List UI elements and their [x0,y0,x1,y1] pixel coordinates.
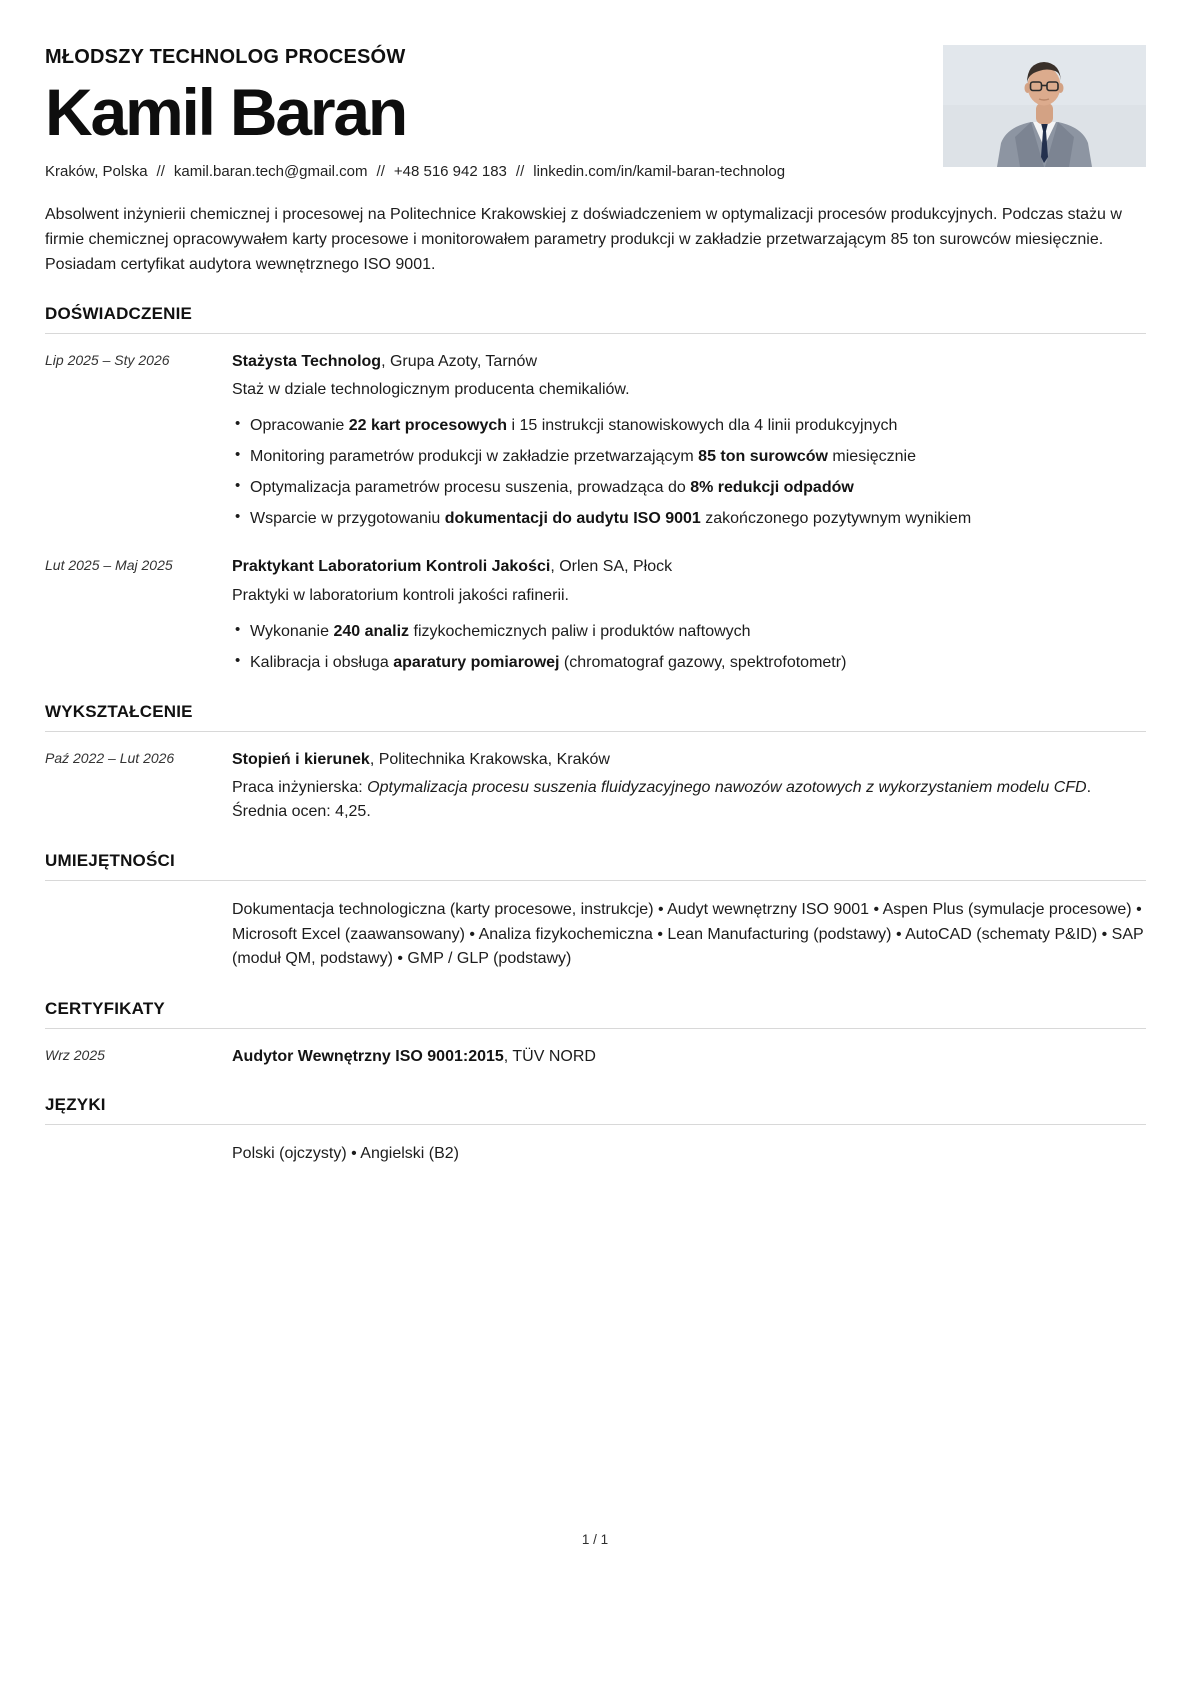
bullet-item: • Monitoring parametrów produkcji w zakładzie przetwarzającym 85 ton surowców miesięcznie [232,445,1146,469]
entry-role: Stażysta Technolog [232,353,382,371]
entry-title [232,350,1146,373]
experience-entry [45,555,1146,674]
section-experience [45,304,1146,674]
entry-role: Stopień i kierunek [232,750,370,768]
bullet-item: • Optymalizacja parametrów procesu suszenia, prowadząca do 8% redukcji odpadów [232,476,1146,500]
entry-body [232,555,1146,674]
section-title-skills: UMIEJĘTNOŚCI [45,851,1146,881]
education-entry [45,748,1146,824]
entry-title [232,1045,1146,1068]
section-title-languages: JĘZYKI [45,1095,1146,1125]
summary-paragraph: Absolwent inżynierii chemicznej i procesowej na Politechnice Krakowskiej z doświadczeniem w optymalizacji procesów produkcyjnych. Podczas stażu w firmie chemicznej opracowywałem karty procesowe i monitorowałem parametry produkcji w zakładzie przetwarzającym 85 ton surowców miesięcznie. Posiadam certyfikat audytora wewnętrznego ISO 9001. [45,206,1122,273]
contact-separator: // [376,163,385,181]
bullet-item: • Wykonanie 240 analiz fizykochemicznych paliw i produktów naftowych [232,620,1146,644]
contact-phone: +48 516 942 183 [393,163,507,181]
bullet-list [232,414,1146,531]
languages-row [45,1142,1146,1167]
entry-description: Praca inżynierska: Optymalizacja procesu suszenia fluidyzacyjnego nawozów azotowych z wykorzystaniem modelu CFD. Średnia ocen: 4,25. [232,778,1092,820]
section-title-education: WYKSZTAŁCENIE [45,702,1146,732]
section-education [45,702,1146,824]
entry-org: , Orlen SA, Płock [550,558,673,576]
skills-row [45,898,1146,972]
entry-title [232,555,1146,578]
section-title-certificates: CERTYFIKATY [45,999,1146,1029]
entry-date: Paź 2022 – Lut 2026 [45,749,175,766]
entry-org: , TÜV NORD [503,1048,596,1066]
section-skills [45,851,1146,972]
entry-date: Wrz 2025 [45,1047,105,1064]
profile-photo [943,45,1146,167]
person-name: Kamil Baran [45,75,406,149]
entry-description: Staż w dziale technologicznym producenta chemikaliów. [232,381,630,399]
languages-text: Polski (ojczysty) • Angielski (B2) [232,1145,459,1163]
contact-linkedin: linkedin.com/in/kamil-baran-technolog [533,163,786,181]
page-number: 1 / 1 [581,1532,609,1547]
section-languages [45,1095,1146,1167]
entry-role: Audytor Wewnętrzny ISO 9001:2015 [232,1048,504,1066]
bullet-item: • Wsparcie w przygotowaniu dokumentacji do audytu ISO 9001 zakończonego pozytywnym wynikiem [232,507,1146,531]
bullet-list [232,620,1146,675]
certificate-entry [45,1045,1146,1068]
entry-description: Praktyki w laboratorium kontroli jakości rafinerii. [232,586,569,604]
contact-separator: // [156,163,165,181]
contact-email: kamil.baran.tech@gmail.com [173,163,368,181]
empty-date-column [45,1142,232,1167]
entry-date: Lut 2025 – Maj 2025 [45,557,173,574]
experience-entry [45,350,1146,531]
bullet-item: • Kalibracja i obsługa aparatury pomiarowej (chromatograf gazowy, spektrofotometr) [232,651,1146,675]
entry-title [232,748,1146,771]
section-title-experience: DOŚWIADCZENIE [45,304,1146,334]
entry-org: , Politechnika Krakowska, Kraków [369,750,610,768]
entry-body [232,350,1146,531]
contact-location: Kraków, Polska [45,163,148,181]
skills-text: Dokumentacja technologiczna (karty procesowe, instrukcje) • Audyt wewnętrzny ISO 9001 • Aspen Plus (symulacje procesowe) • Microsoft Excel (zaawansowany) • Analiza fizykochemiczna • Lean Manufacturing (podstawy) • AutoCAD (schematy P&ID) • SAP (moduł QM, podstawy) • GMP / GLP (podstawy) [232,900,1144,968]
section-certificates [45,999,1146,1068]
entry-role: Praktykant Laboratorium Kontroli Jakości [232,558,551,576]
entry-date: Lip 2025 – Sty 2026 [45,352,170,369]
empty-date-column [45,898,232,972]
job-title: MŁODSZY TECHNOLOG PROCESÓW [45,46,406,68]
entry-org: , Grupa Azoty, Tarnów [381,353,537,371]
contact-separator: // [515,163,525,181]
bullet-item: • Opracowanie 22 kart procesowych i 15 instrukcji stanowiskowych dla 4 linii produkcyjnych [232,414,1146,438]
entry-body [232,748,1146,824]
entry-body [232,1045,1146,1068]
portrait-photo-icon [943,45,1146,167]
